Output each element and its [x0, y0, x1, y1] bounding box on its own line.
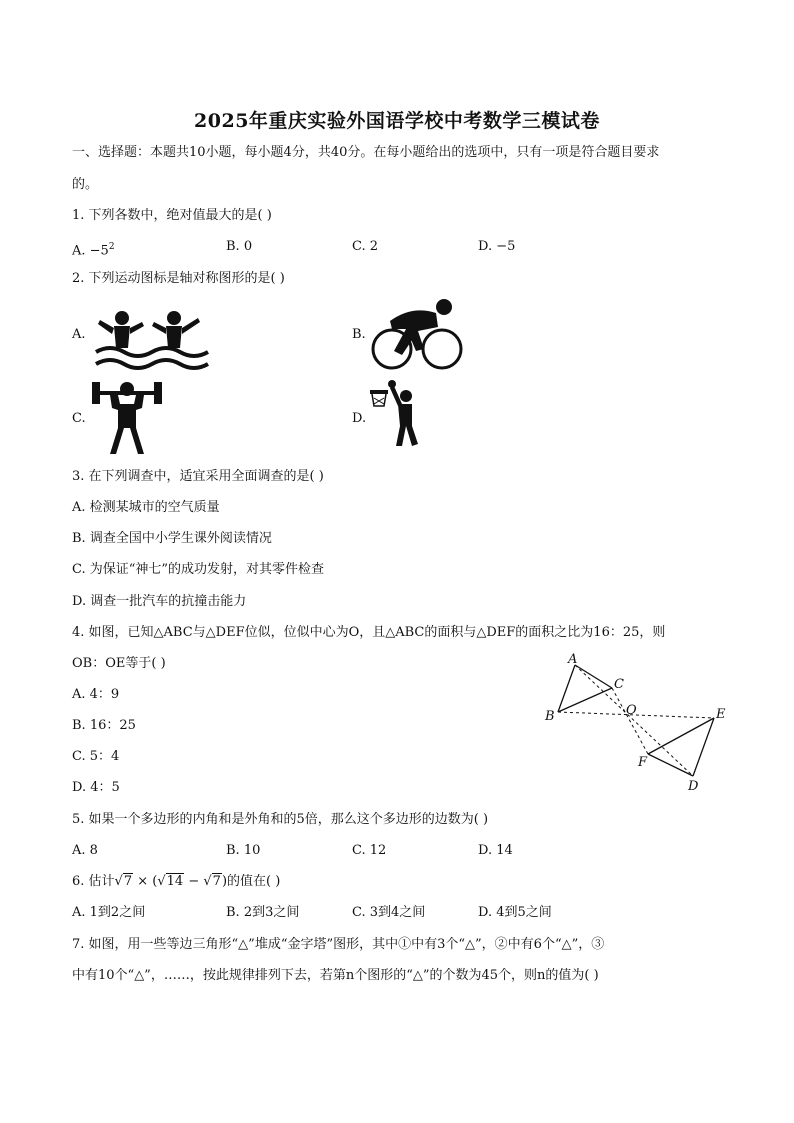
- q6-stem-suffix: )的值在( ): [221, 874, 281, 889]
- weightlifting-icon: [90, 378, 164, 456]
- q7-stem: 7. 如图，用一些等边三角形“△”堆成“金字塔”图形，其中①中有3个“△”，②中有6个“△”，③: [72, 937, 605, 952]
- point-c-label: C: [614, 677, 624, 692]
- point-f-label: F: [638, 755, 648, 770]
- q1-option-a: [72, 238, 115, 260]
- q2-label-a: A.: [72, 327, 86, 342]
- point-e-label: E: [716, 707, 726, 722]
- point-a-label: A: [568, 652, 578, 667]
- point-b-label: B: [545, 709, 555, 724]
- radical-sign: √: [114, 874, 123, 889]
- cycling-icon: [368, 297, 466, 375]
- point-o-label: O: [626, 703, 637, 718]
- q3-option-a: A. 检测某城市的空气质量: [72, 500, 220, 515]
- q4-option-c: C. 5：4: [72, 749, 120, 764]
- page-title: 2025年重庆实验外国语学校中考数学三模试卷: [194, 110, 600, 132]
- q6-stem: [72, 873, 280, 891]
- q6-option-a: A. 1到2之间: [72, 905, 146, 920]
- q3-option-d: D. 调查一批汽车的抗撞击能力: [72, 594, 247, 609]
- basketball-icon: [368, 378, 428, 452]
- q1-option-a-text: A. −5: [72, 243, 109, 259]
- section-heading: 一、选择题：本题共10小题，每小题4分，共40分。在每小题给出的选项中，只有一项是符合题目要求: [72, 145, 660, 160]
- q6-option-b: B. 2到3之间: [226, 905, 300, 920]
- radical-sign: √: [203, 874, 212, 889]
- synchronized-swimming-icon: [88, 302, 212, 372]
- q6-radicand-2: 14: [166, 874, 184, 889]
- q6-radicand-1: 7: [123, 874, 133, 889]
- q5-option-c: C. 12: [352, 843, 387, 858]
- q5-option-a: A. 8: [72, 843, 98, 858]
- q2-label-d: D.: [352, 411, 367, 426]
- q6-option-c: C. 3到4之间: [352, 905, 426, 920]
- q1-option-c: C. 2: [352, 239, 379, 254]
- q4-stem: 4. 如图，已知△ABC与△DEF位似，位似中心为O，且△ABC的面积与△DEF的面积之比为16：25，则: [72, 625, 666, 640]
- q1-option-d: D. −5: [478, 239, 516, 254]
- q4-option-b: B. 16：25: [72, 718, 136, 733]
- point-d-label: D: [688, 779, 699, 794]
- q6-minus: −: [184, 874, 204, 889]
- q1-option-b: B. 0: [226, 239, 253, 254]
- q1-option-a-exponent: 2: [108, 242, 115, 252]
- q6-option-d: D. 4到5之间: [478, 905, 552, 920]
- q6-times: × (: [133, 874, 158, 889]
- q2-label-c: C.: [72, 411, 86, 426]
- q6-radicand-3: 7: [212, 874, 221, 889]
- section-heading-cont: 的。: [72, 177, 99, 192]
- q5-option-b: B. 10: [226, 843, 261, 858]
- q5-option-d: D. 14: [478, 843, 513, 858]
- q4-stem-cont: OB：OE等于( ): [72, 656, 166, 671]
- q4-option-d: D. 4：5: [72, 780, 120, 795]
- q3-option-b: B. 调查全国中小学生课外阅读情况: [72, 531, 272, 546]
- q2-stem: 2. 下列运动图标是轴对称图形的是( ): [72, 271, 285, 286]
- q3-option-c: C. 为保证“神七”的成功发射，对其零件检查: [72, 562, 325, 577]
- radical-sign: √: [157, 874, 166, 889]
- q6-stem-prefix: 6. 估计: [72, 874, 115, 889]
- q2-label-b: B.: [352, 327, 366, 342]
- q5-stem: 5. 如果一个多边形的内角和是外角和的5倍，那么这个多边形的边数为( ): [72, 812, 489, 827]
- q1-stem: 1. 下列各数中，绝对值最大的是( ): [72, 208, 272, 223]
- q3-stem: 3. 在下列调查中，适宜采用全面调查的是( ): [72, 469, 324, 484]
- homothety-figure: [538, 650, 738, 795]
- q7-stem-cont: 中有10个“△”，……，按此规律排列下去，若第n个图形的“△”的个数为45个，则n的值为( ): [72, 968, 599, 983]
- q4-option-a: A. 4：9: [72, 687, 120, 702]
